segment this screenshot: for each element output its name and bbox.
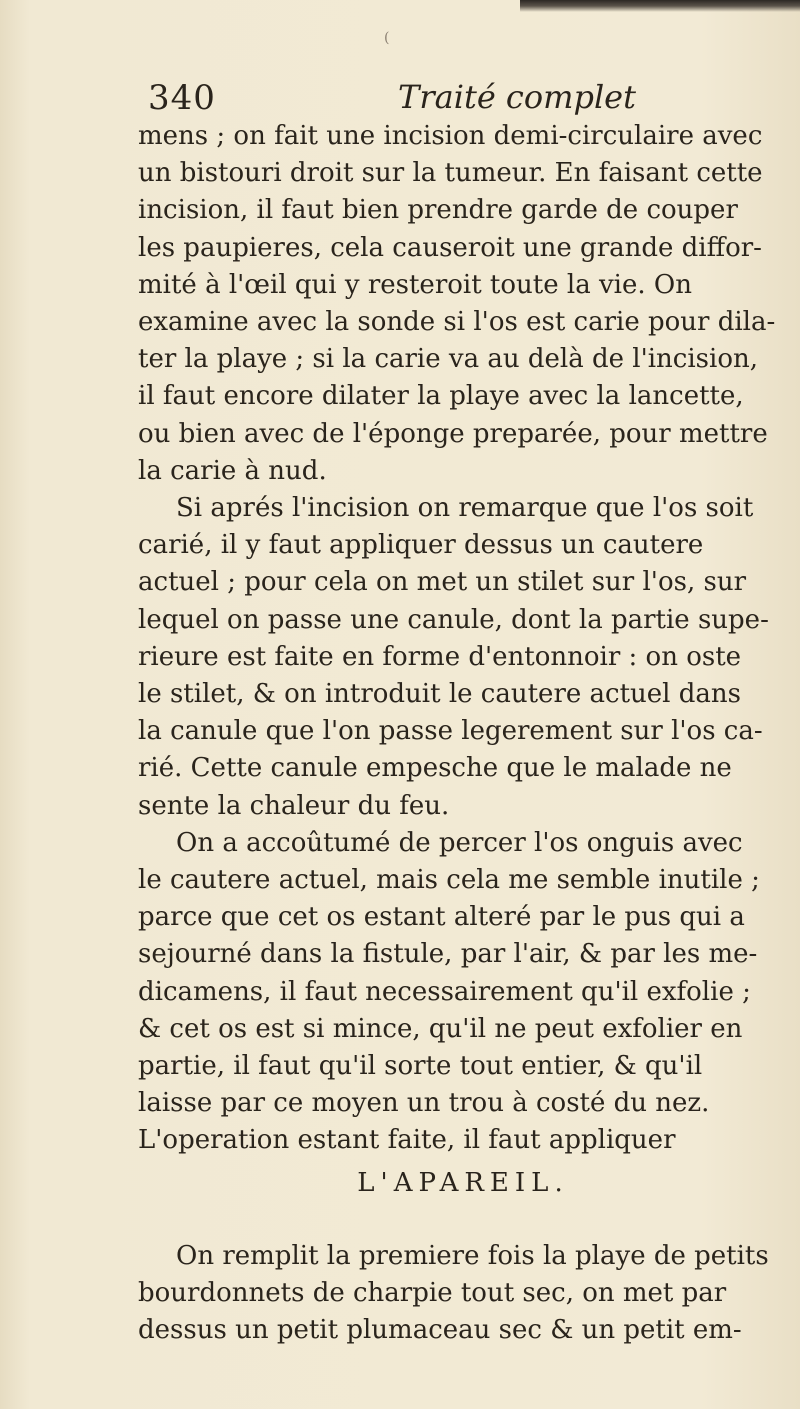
section-heading: L'APAREIL.	[357, 1168, 569, 1198]
text-line: laisse par ce moyen un trou à costé du nez.	[138, 1088, 710, 1119]
text-line: carié, il y faut appliquer dessus un cautere	[138, 530, 704, 561]
text-line: la carie à nud.	[138, 455, 327, 486]
text-line: le stilet, & on introduit le cautere actuel dans	[138, 679, 741, 710]
text-line: parce que cet os estant alteré par le pus qui a	[138, 902, 745, 933]
text-line: dicamens, il faut necessairement qu'il exfolie ;	[138, 976, 751, 1007]
running-title: Traité complet	[398, 78, 636, 116]
text-line: ou bien avec de l'éponge preparée, pour mettre	[138, 418, 768, 449]
text-line: & cet os est si mince, qu'il ne peut exfolier en	[138, 1013, 743, 1044]
text-line: partie, il faut qu'il sorte tout entier, & qu'il	[138, 1051, 703, 1082]
page-shadow-edge	[520, 0, 800, 12]
body-text-continued	[138, 1238, 788, 1350]
page-header	[148, 72, 668, 122]
text-line: bourdonnets de charpie tout sec, on met par	[138, 1278, 727, 1309]
text-line: dessus un petit plumaceau sec & un petit em-	[138, 1315, 742, 1346]
margin-mark: (	[384, 30, 390, 46]
text-line: examine avec la sonde si l'os est carie pour dila-	[138, 307, 776, 338]
text-line: les paupieres, cela causeroit une grande diffor-	[138, 232, 762, 263]
text-line: un bistouri droit sur la tumeur. En faisant cette	[138, 158, 763, 189]
text-line: il faut encore dilater la playe avec la lancette,	[138, 381, 744, 412]
page-number: 340	[148, 78, 216, 118]
text-line: actuel ; pour cela on met un stilet sur l'os, sur	[138, 567, 746, 598]
text-line: mité à l'œil qui y resteroit toute la vie. On	[138, 269, 692, 300]
body-text	[138, 118, 788, 1160]
text-line: incision, il faut bien prendre garde de couper	[138, 195, 738, 226]
text-line: lequel on passe une canule, dont la partie supe-	[138, 604, 769, 635]
text-line: rieure est faite en forme d'entonnoir : on oste	[138, 641, 742, 672]
text-line: sente la chaleur du feu.	[138, 790, 450, 821]
text-line: L'operation estant faite, il faut appliquer	[138, 1125, 676, 1156]
text-line: Si aprés l'incision on remarque que l'os soit	[176, 493, 754, 524]
text-line: mens ; on fait une incision demi-circulaire avec	[138, 121, 763, 151]
text-line: rié. Cette canule empesche que le malade ne	[138, 753, 732, 784]
text-line: sejourné dans la fistule, par l'air, & par les me-	[138, 939, 758, 970]
text-line: la canule que l'on passe legerement sur l'os ca-	[138, 716, 763, 747]
text-line: On remplit la premiere fois la playe de petits	[176, 1241, 769, 1271]
text-line: On a accoûtumé de percer l'os onguis avec	[176, 827, 743, 858]
text-line: ter la playe ; si la carie va au delà de l'incision,	[138, 344, 758, 375]
text-line: le cautere actuel, mais cela me semble inutile ;	[138, 865, 760, 896]
